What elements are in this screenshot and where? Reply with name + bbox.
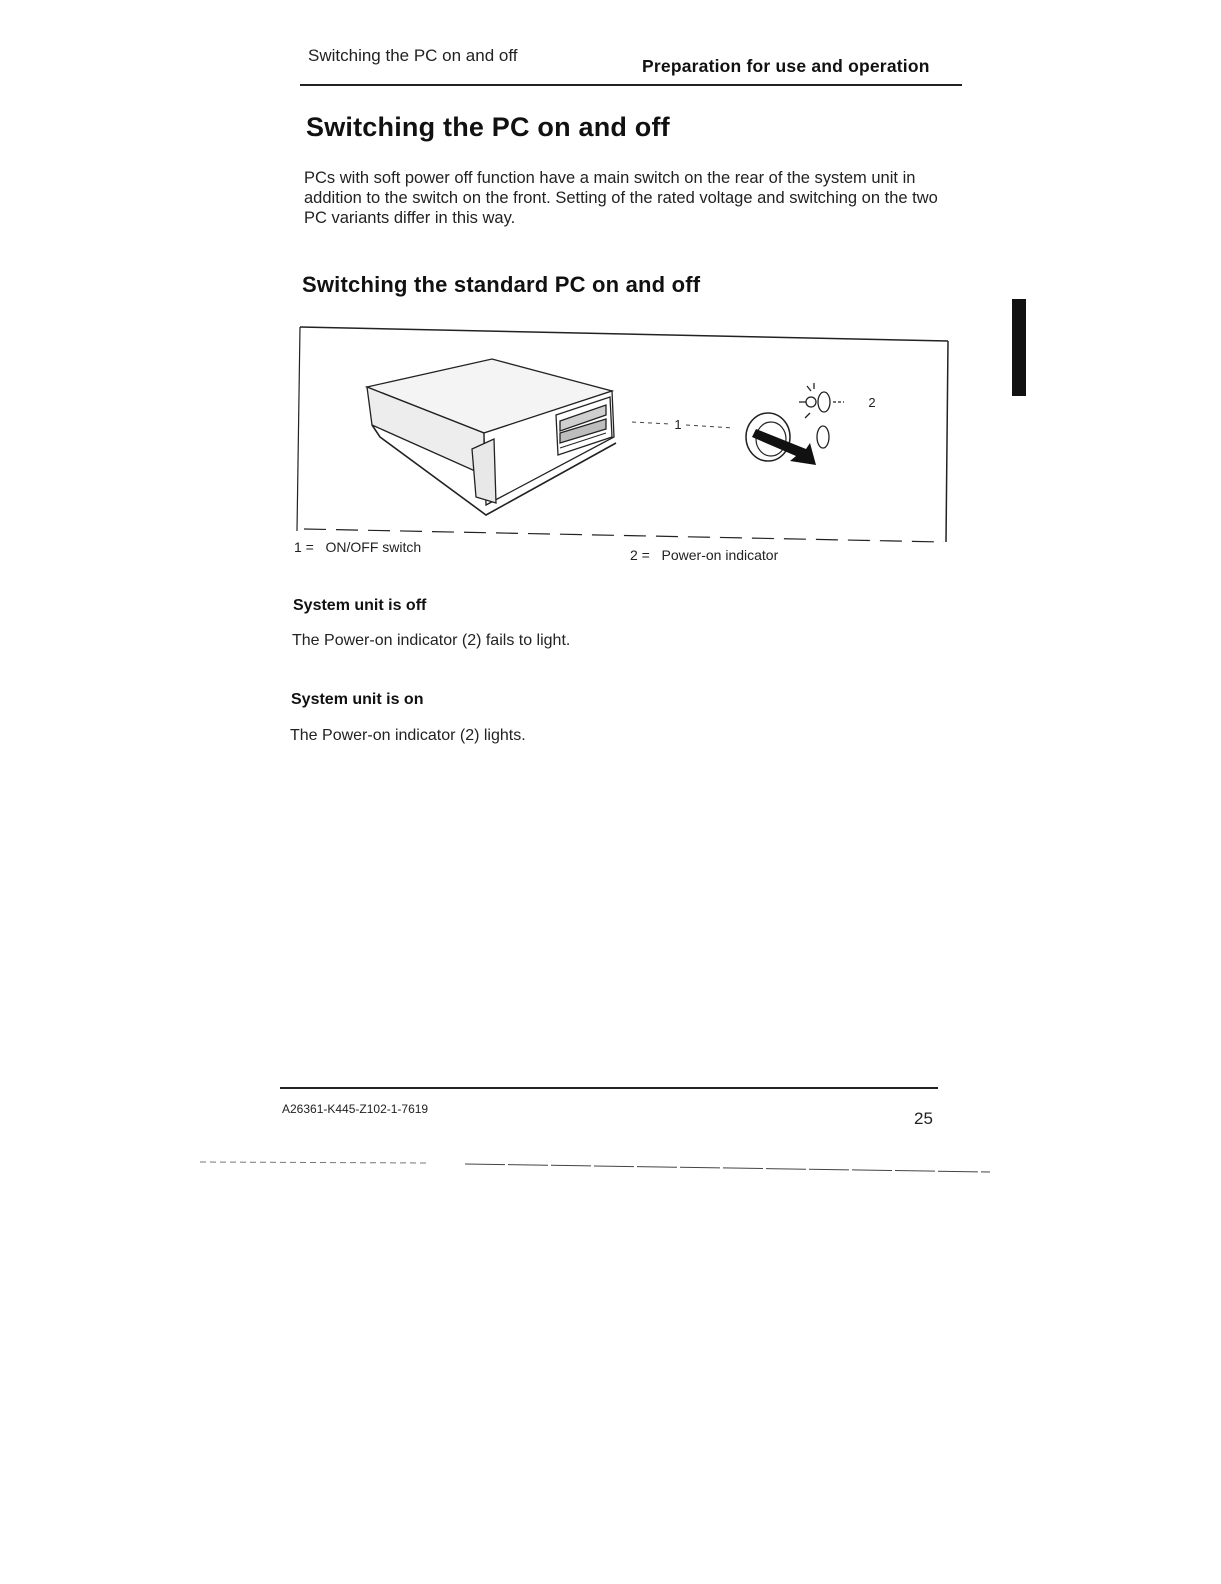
intro-paragraph: PCs with soft power off function have a main switch on the rear of the system unit in addition to the switch on the front. Setting of the rated voltage and switching on the two PC variants differ in this way.: [304, 169, 938, 227]
caption-power-on-indicator: 2 = Power-on indicator: [630, 547, 779, 563]
section-title: Switching the standard PC on and off: [302, 272, 701, 297]
page-number: 25: [914, 1109, 933, 1128]
document-code: A26361-K445-Z102-1-7619: [282, 1102, 429, 1116]
text-system-off: The Power-on indicator (2) fails to light.: [292, 632, 571, 649]
callout-2-label: 2: [868, 395, 876, 410]
scan-edge-line: [200, 1160, 990, 1174]
running-header-left: Switching the PC on and off: [308, 46, 518, 65]
header-rule: [300, 84, 962, 86]
caption-on-off-switch: 1 = ON/OFF switch: [294, 539, 422, 555]
margin-change-bar: [1012, 299, 1026, 396]
power-switch-icon: [746, 413, 816, 465]
callout-1-label: 1: [674, 417, 682, 432]
heading-system-on: System unit is on: [291, 691, 424, 708]
pc-switch-figure: [294, 325, 954, 555]
heading-system-off: System unit is off: [293, 597, 427, 614]
callout-1-leader: [632, 417, 734, 432]
page-title: Switching the PC on and off: [306, 112, 670, 142]
pc-illustration: [367, 359, 616, 515]
footer-rule: [280, 1087, 938, 1089]
text-system-on: The Power-on indicator (2) lights.: [290, 727, 526, 744]
running-header-right: Preparation for use and operation: [642, 56, 930, 76]
power-indicator-icon: [799, 383, 844, 448]
